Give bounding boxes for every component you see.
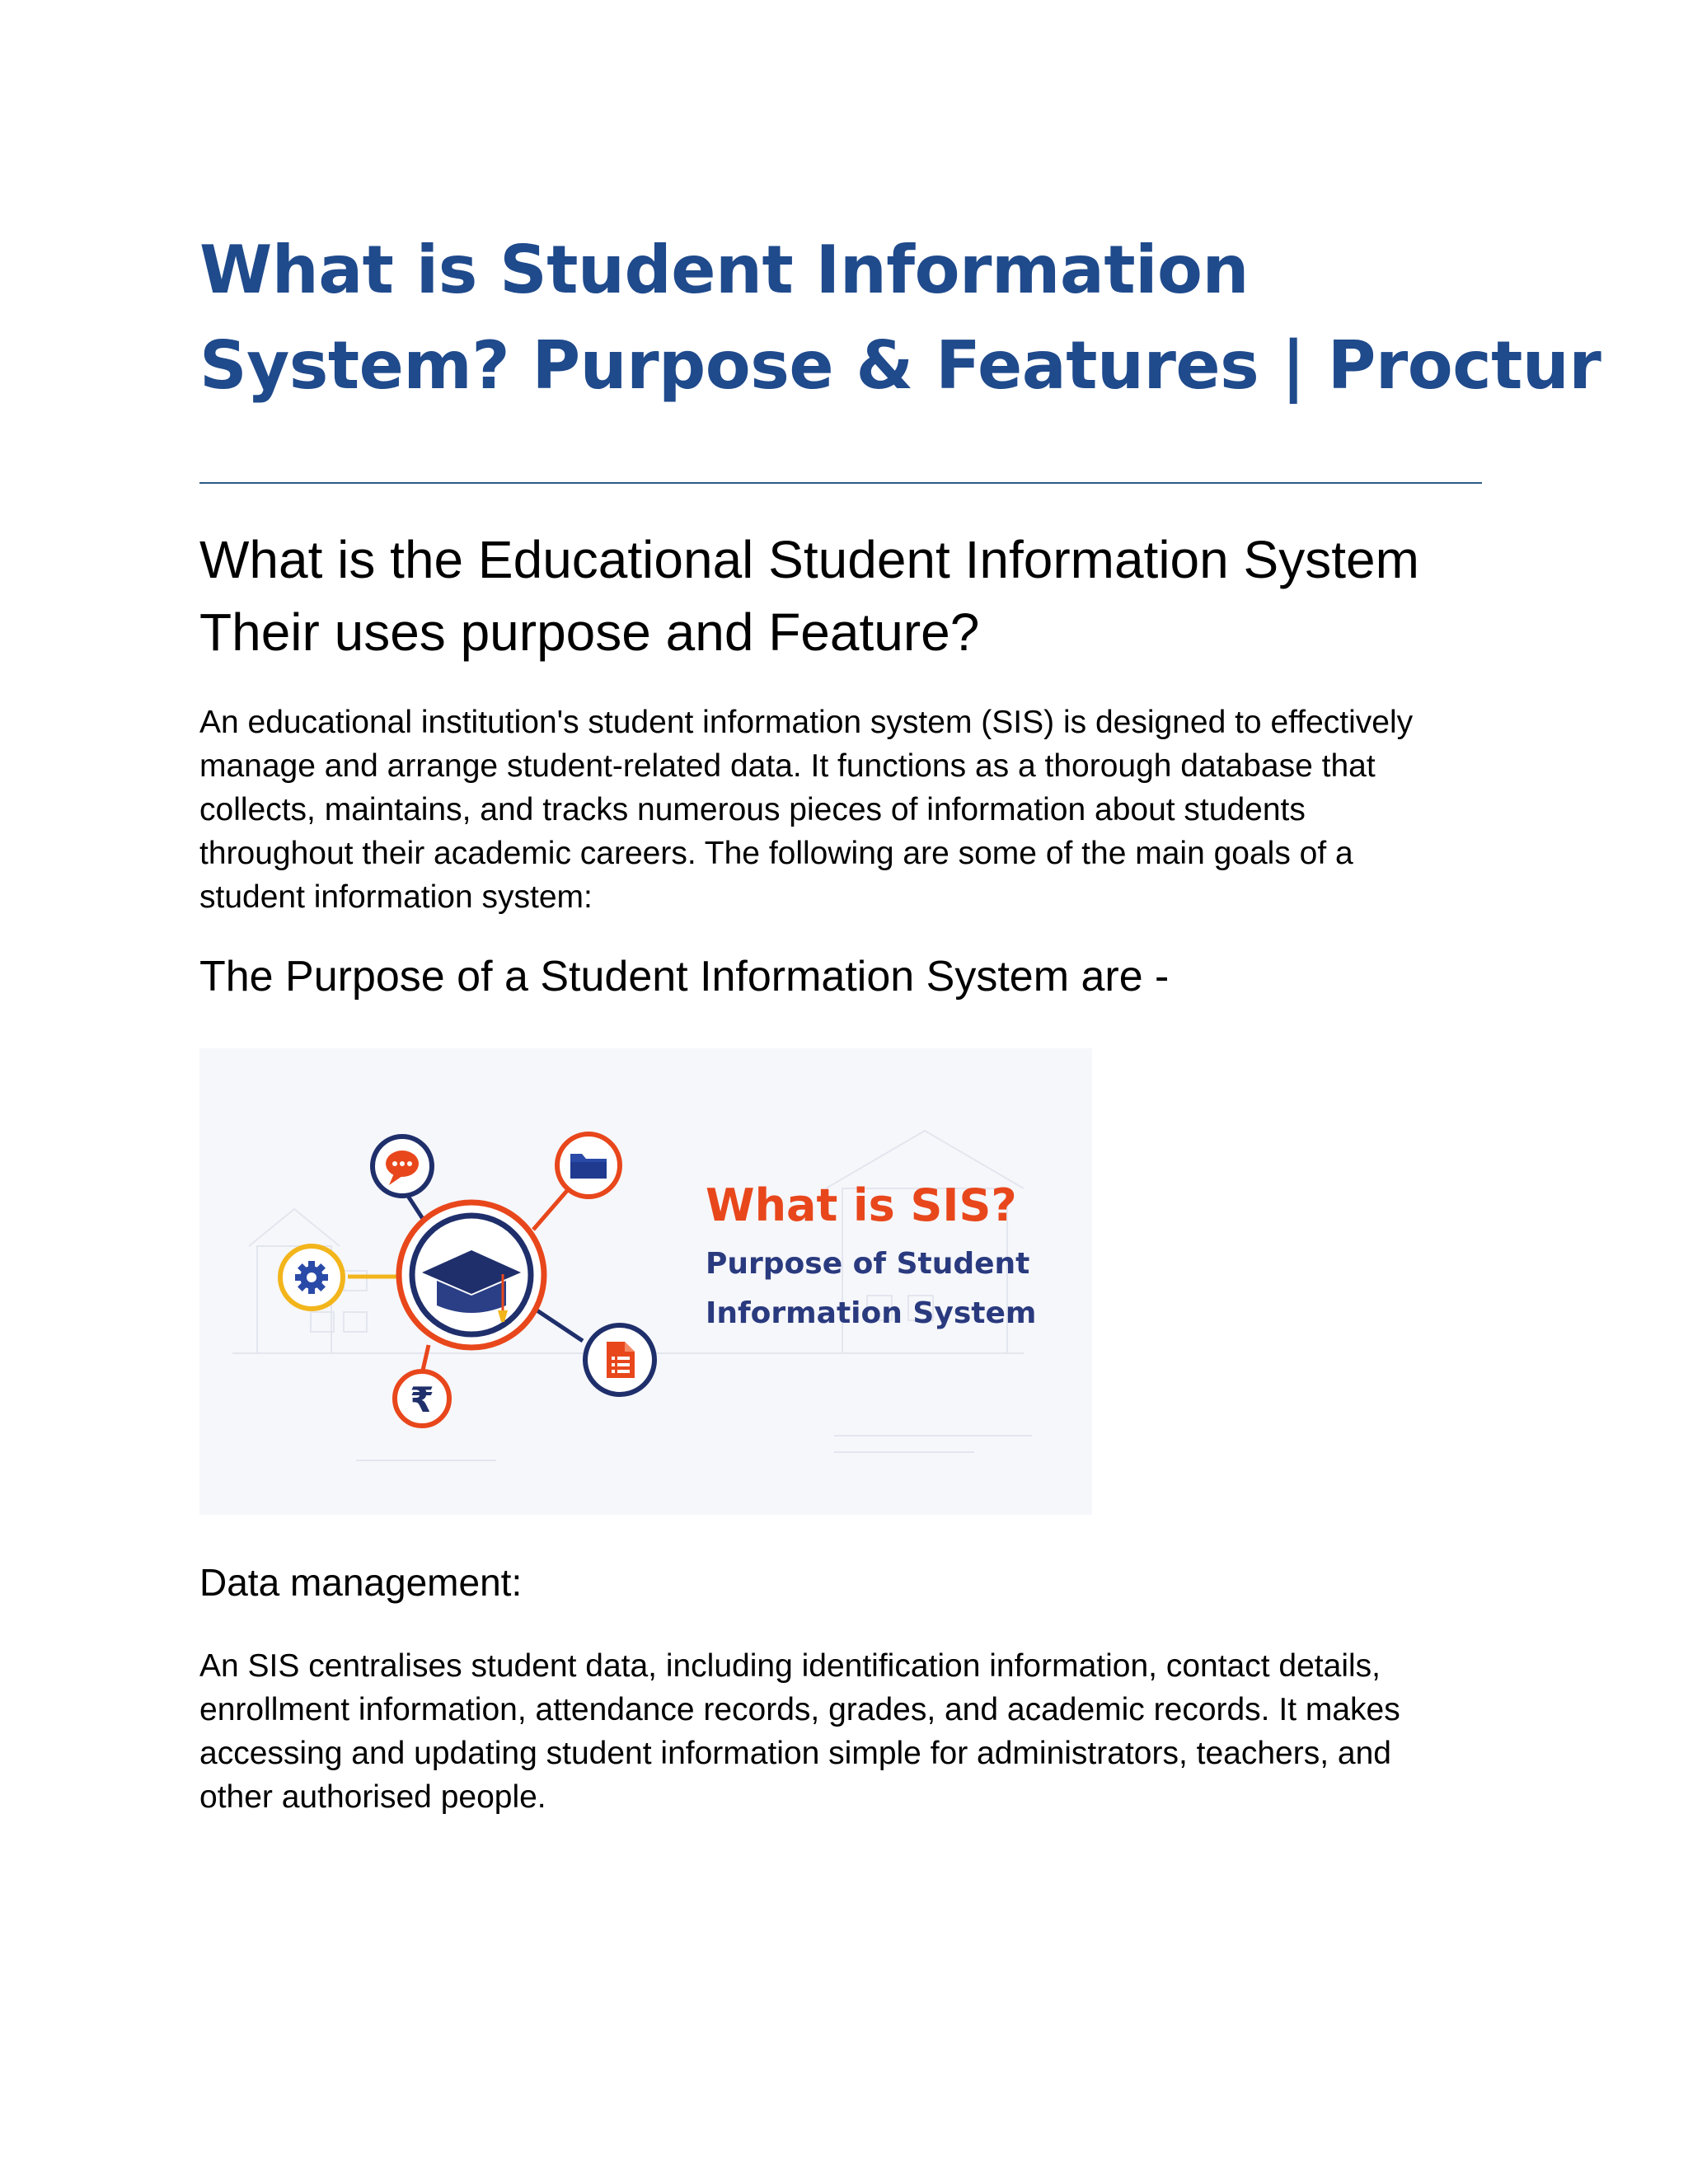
building-window [311, 1312, 334, 1332]
sis-illustration [199, 1048, 1092, 1515]
connector-document [533, 1308, 583, 1341]
building-left-roof [249, 1209, 340, 1246]
gear-icon [280, 1246, 343, 1309]
section-heading-line-1: What is the Educational Student Information System [199, 530, 1419, 589]
data-management-heading: Data management: [199, 1561, 523, 1604]
document-icon [585, 1325, 654, 1394]
intro-line: manage and arrange student-related data. It functions as a thorough database that [199, 748, 1376, 784]
data-management-line: accessing and updating student information simple for administrators, teachers, and [199, 1736, 1391, 1771]
purpose-heading: The Purpose of a Student Information System are - [199, 953, 1170, 1001]
data-management-line: enrollment information, attendance records, grades, and academic records. It makes [199, 1692, 1400, 1727]
intro-line: student information system: [199, 879, 593, 915]
intro-line: collects, maintains, and tracks numerous pieces of information about students [199, 792, 1306, 827]
chat-icon [373, 1137, 432, 1196]
title-divider [199, 482, 1482, 484]
sis-illustration-svg [199, 1048, 1092, 1515]
svg-text:₹: ₹ [410, 1380, 434, 1420]
figure-subtitle-line-1: Purpose of Student [706, 1247, 1030, 1281]
figure-subtitle-line-2: Information System [706, 1296, 1037, 1330]
folder-icon [557, 1134, 620, 1197]
data-management-line: other authorised people. [199, 1779, 546, 1815]
intro-paragraph [199, 701, 1485, 919]
page-title-line-1: What is Student Information [199, 232, 1249, 308]
section-heading [199, 523, 1419, 668]
page-title-line-2: System? Purpose & Features | Proctur [199, 327, 1601, 404]
rupee-icon [395, 1371, 449, 1426]
page-title [199, 223, 1601, 414]
data-management-line: An SIS centralises student data, including identification information, contact details, [199, 1648, 1381, 1684]
intro-line: An educational institution's student information system (SIS) is designed to effectively [199, 705, 1414, 740]
figure-title: What is SIS? [706, 1179, 1017, 1231]
data-management-paragraph [199, 1644, 1485, 1819]
building-window [344, 1312, 367, 1332]
section-heading-line-2: Their uses purpose and Feature? [199, 602, 980, 662]
building-window [344, 1271, 367, 1291]
graduation-cap-icon [399, 1202, 544, 1347]
intro-line: throughout their academic careers. The following are some of the main goals of a [199, 836, 1353, 871]
